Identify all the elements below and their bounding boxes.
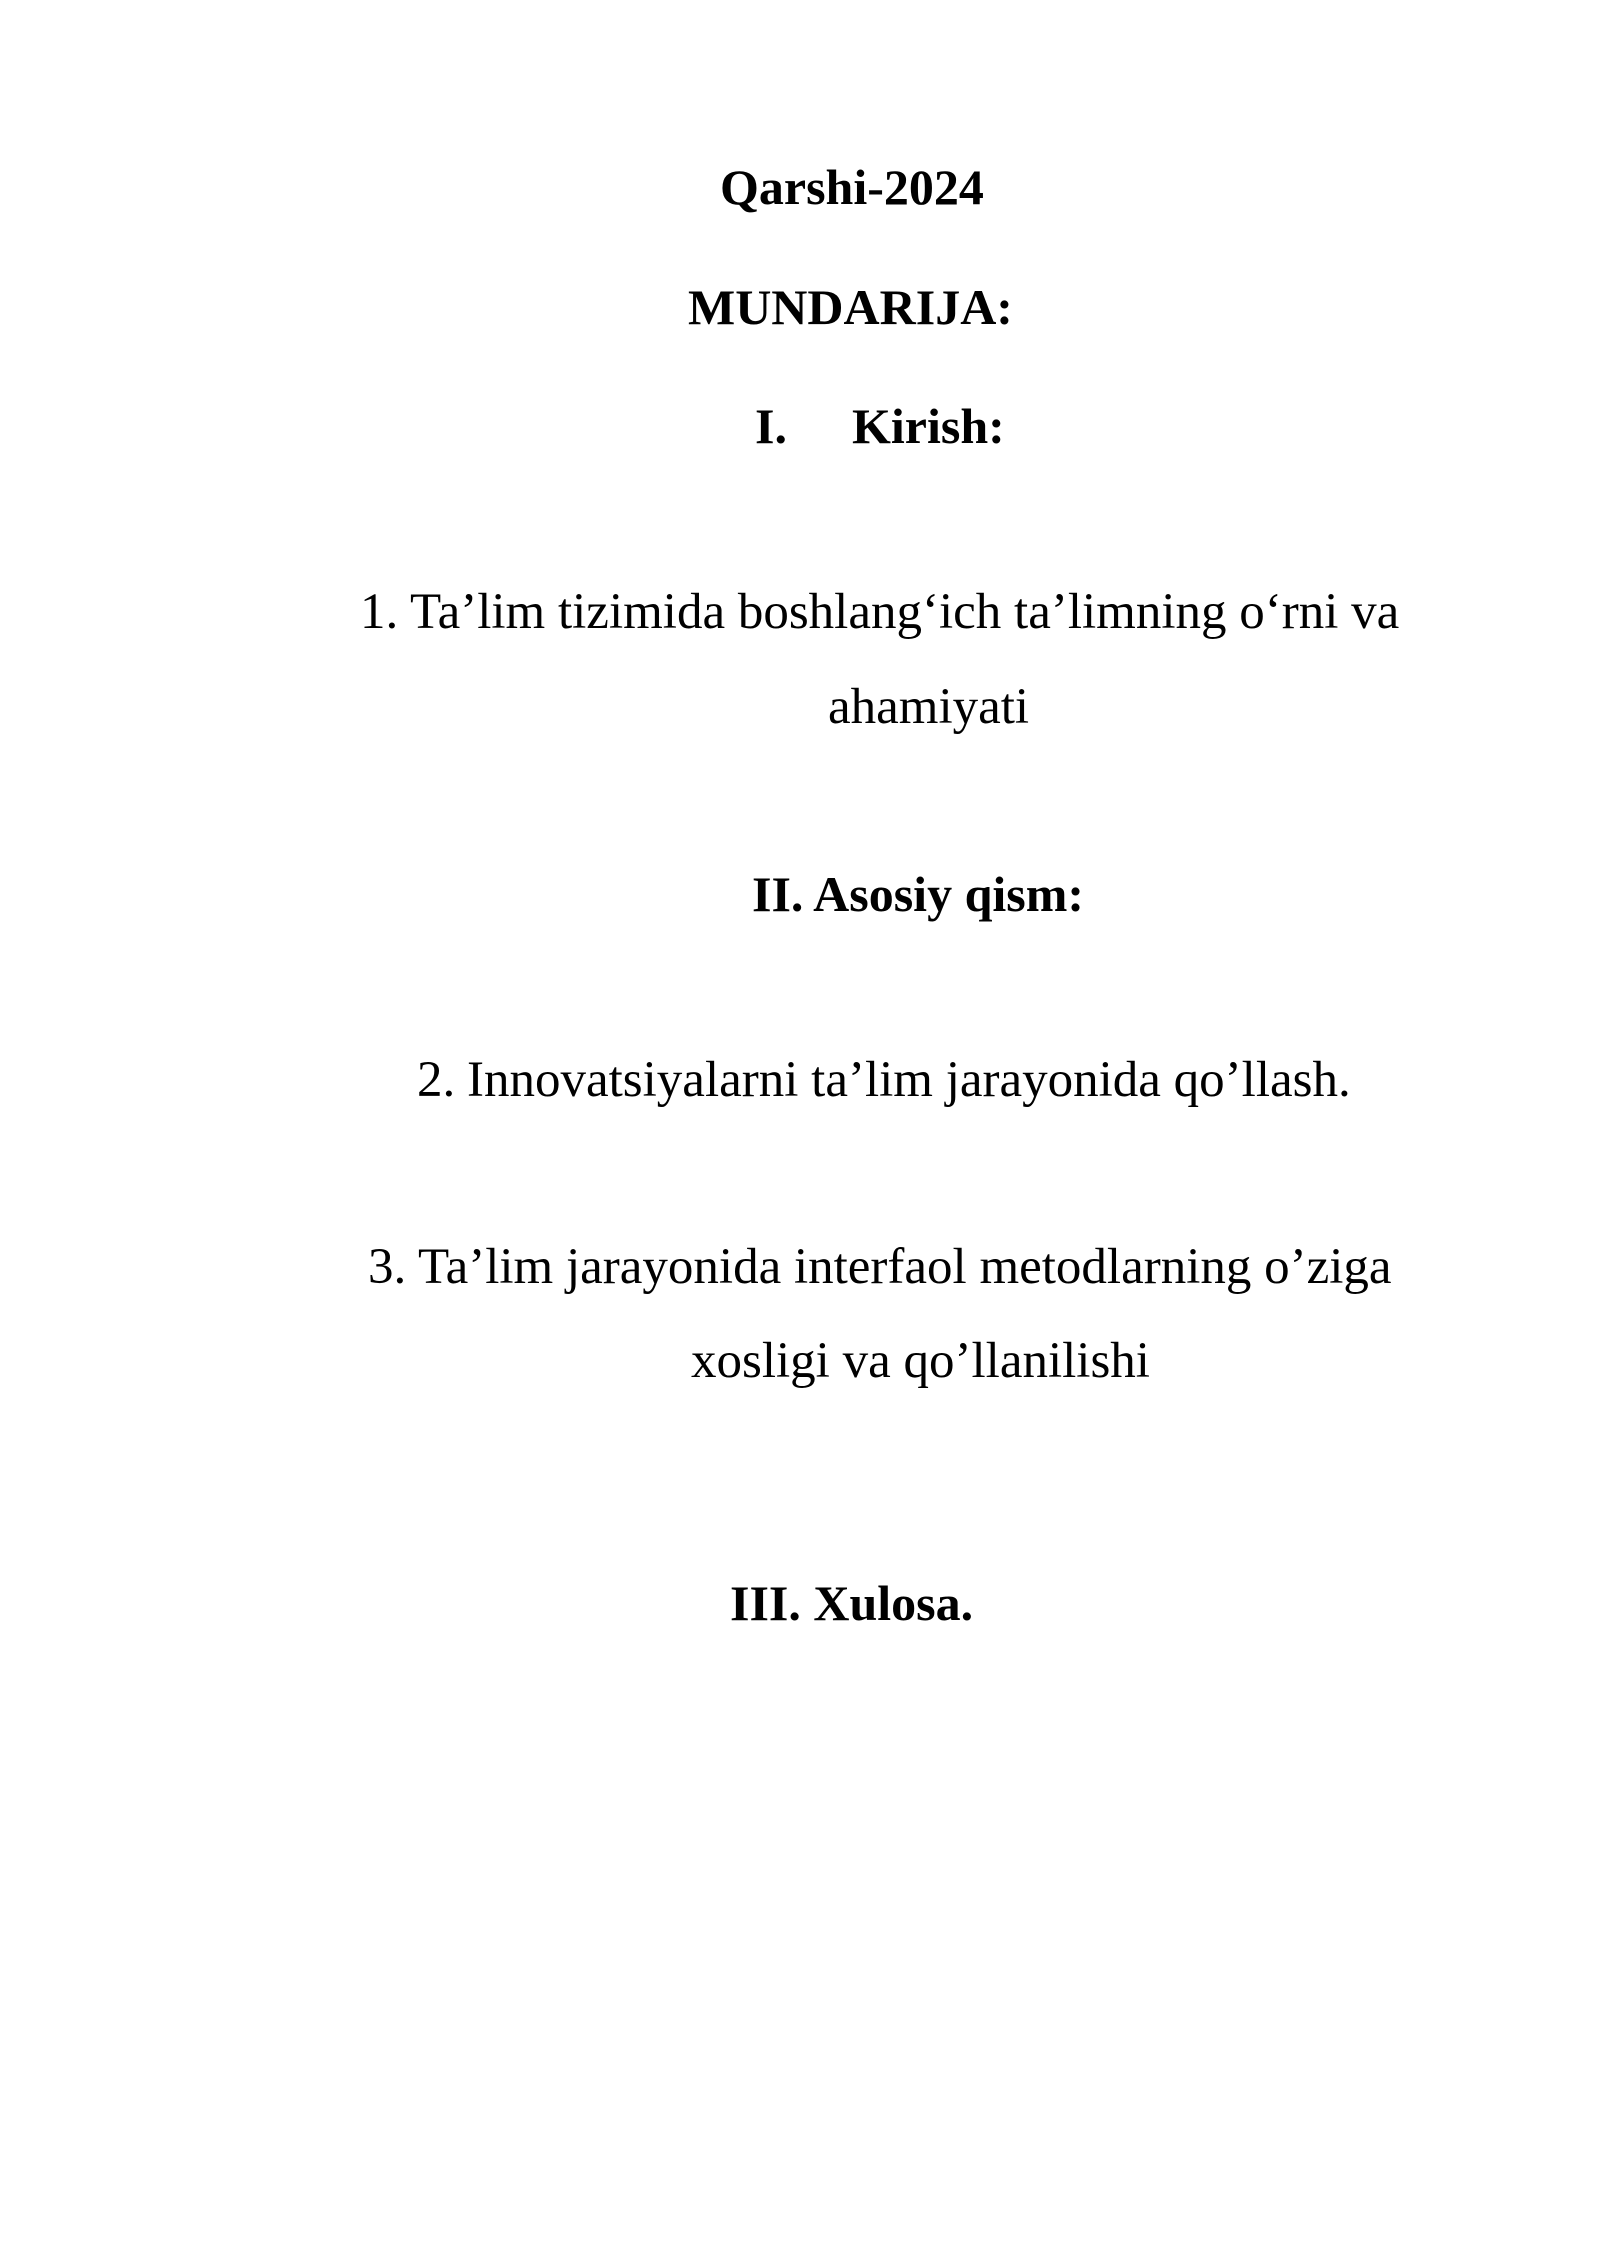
section-1-title: Kirish: <box>852 398 1005 454</box>
toc-item-2-text: Innovatsiyalarni ta’lim jarayonida qo’llash. <box>467 1052 1351 1108</box>
toc-item-3-text: Ta’lim jarayonida interfaol metodlarning o’ziga <box>418 1239 1392 1295</box>
section-1-heading <box>755 396 1005 456</box>
toc-item-2-line-1 <box>417 1050 1351 1110</box>
toc-item-3-line-2: xosligi va qo’llanilishi <box>691 1333 1150 1389</box>
toc-item-1-number: 1. <box>360 584 399 640</box>
section-2-heading: II. Asosiy qism: <box>752 866 1085 922</box>
place-year: Qarshi-2024 <box>720 159 984 215</box>
toc-item-1-line-1 <box>360 582 1399 642</box>
toc-item-1-line-2: ahamiyati <box>828 679 1030 735</box>
toc-item-1-text: Ta’lim tizimida boshlang‘ich ta’limning o‘rni va <box>410 584 1400 640</box>
toc-item-3-number: 3. <box>368 1239 407 1295</box>
section-1-numeral: I. <box>755 398 787 454</box>
toc-item-2-number: 2. <box>417 1052 456 1108</box>
section-3-heading: III. Xulosa. <box>730 1575 974 1631</box>
contents-title: MUNDARIJA: <box>688 279 1013 335</box>
toc-item-3-line-1 <box>368 1237 1392 1297</box>
